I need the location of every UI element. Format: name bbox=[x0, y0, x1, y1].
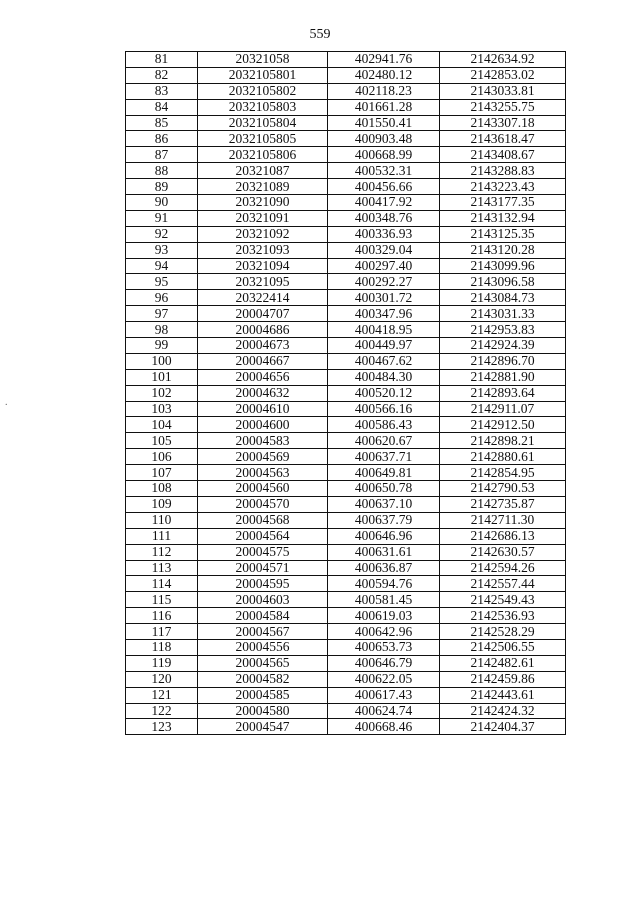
coordinates-table-body bbox=[126, 52, 566, 735]
table-row bbox=[126, 639, 566, 655]
x-coordinate-cell: 400417.92 bbox=[328, 195, 440, 211]
row-number-cell: 123 bbox=[126, 719, 198, 735]
y-coordinate-cell: 2143288.83 bbox=[440, 163, 566, 179]
y-coordinate-cell: 2142686.13 bbox=[440, 528, 566, 544]
table-row bbox=[126, 417, 566, 433]
x-coordinate-cell: 402118.23 bbox=[328, 83, 440, 99]
x-coordinate-cell: 400622.05 bbox=[328, 671, 440, 687]
table-row bbox=[126, 52, 566, 68]
point-id-cell: 20004686 bbox=[198, 322, 328, 338]
row-number-cell: 120 bbox=[126, 671, 198, 687]
point-id-cell: 20004582 bbox=[198, 671, 328, 687]
point-id-cell: 20321058 bbox=[198, 52, 328, 68]
row-number-cell: 104 bbox=[126, 417, 198, 433]
row-number-cell: 106 bbox=[126, 449, 198, 465]
table-row bbox=[126, 242, 566, 258]
x-coordinate-cell: 400646.79 bbox=[328, 655, 440, 671]
point-id-cell: 20321095 bbox=[198, 274, 328, 290]
point-id-cell: 2032105806 bbox=[198, 147, 328, 163]
table-row bbox=[126, 560, 566, 576]
row-number-cell: 111 bbox=[126, 528, 198, 544]
table-row bbox=[126, 290, 566, 306]
point-id-cell: 20004569 bbox=[198, 449, 328, 465]
row-number-cell: 107 bbox=[126, 465, 198, 481]
row-number-cell: 89 bbox=[126, 179, 198, 195]
x-coordinate-cell: 400418.95 bbox=[328, 322, 440, 338]
x-coordinate-cell: 400347.96 bbox=[328, 306, 440, 322]
table-row bbox=[126, 592, 566, 608]
x-coordinate-cell: 400301.72 bbox=[328, 290, 440, 306]
point-id-cell: 20004547 bbox=[198, 719, 328, 735]
x-coordinate-cell: 400631.61 bbox=[328, 544, 440, 560]
point-id-cell: 20321089 bbox=[198, 179, 328, 195]
table-row bbox=[126, 131, 566, 147]
table-row bbox=[126, 655, 566, 671]
table-row bbox=[126, 481, 566, 497]
margin-mark: . bbox=[5, 397, 8, 408]
row-number-cell: 122 bbox=[126, 703, 198, 719]
x-coordinate-cell: 400668.46 bbox=[328, 719, 440, 735]
row-number-cell: 115 bbox=[126, 592, 198, 608]
x-coordinate-cell: 401661.28 bbox=[328, 99, 440, 115]
y-coordinate-cell: 2142634.92 bbox=[440, 52, 566, 68]
x-coordinate-cell: 400637.79 bbox=[328, 512, 440, 528]
row-number-cell: 99 bbox=[126, 338, 198, 354]
y-coordinate-cell: 2143618.47 bbox=[440, 131, 566, 147]
x-coordinate-cell: 400636.87 bbox=[328, 560, 440, 576]
point-id-cell: 20321092 bbox=[198, 226, 328, 242]
x-coordinate-cell: 400348.76 bbox=[328, 210, 440, 226]
y-coordinate-cell: 2142404.37 bbox=[440, 719, 566, 735]
y-coordinate-cell: 2142953.83 bbox=[440, 322, 566, 338]
point-id-cell: 20004567 bbox=[198, 624, 328, 640]
x-coordinate-cell: 400532.31 bbox=[328, 163, 440, 179]
y-coordinate-cell: 2142506.55 bbox=[440, 639, 566, 655]
point-id-cell: 20004575 bbox=[198, 544, 328, 560]
table-row bbox=[126, 147, 566, 163]
table-row bbox=[126, 258, 566, 274]
y-coordinate-cell: 2142536.93 bbox=[440, 608, 566, 624]
row-number-cell: 81 bbox=[126, 52, 198, 68]
table-row bbox=[126, 671, 566, 687]
y-coordinate-cell: 2143033.81 bbox=[440, 83, 566, 99]
table-row bbox=[126, 115, 566, 131]
point-id-cell: 20004564 bbox=[198, 528, 328, 544]
point-id-cell: 20004673 bbox=[198, 338, 328, 354]
x-coordinate-cell: 400297.40 bbox=[328, 258, 440, 274]
x-coordinate-cell: 400668.99 bbox=[328, 147, 440, 163]
x-coordinate-cell: 401550.41 bbox=[328, 115, 440, 131]
point-id-cell: 20004570 bbox=[198, 496, 328, 512]
row-number-cell: 118 bbox=[126, 639, 198, 655]
y-coordinate-cell: 2143307.18 bbox=[440, 115, 566, 131]
y-coordinate-cell: 2142880.61 bbox=[440, 449, 566, 465]
x-coordinate-cell: 400456.66 bbox=[328, 179, 440, 195]
row-number-cell: 82 bbox=[126, 67, 198, 83]
row-number-cell: 84 bbox=[126, 99, 198, 115]
row-number-cell: 121 bbox=[126, 687, 198, 703]
x-coordinate-cell: 400653.73 bbox=[328, 639, 440, 655]
y-coordinate-cell: 2142482.61 bbox=[440, 655, 566, 671]
table-row bbox=[126, 449, 566, 465]
point-id-cell: 20004584 bbox=[198, 608, 328, 624]
row-number-cell: 97 bbox=[126, 306, 198, 322]
point-id-cell: 20321090 bbox=[198, 195, 328, 211]
table-row bbox=[126, 544, 566, 560]
y-coordinate-cell: 2142893.64 bbox=[440, 385, 566, 401]
table-row bbox=[126, 226, 566, 242]
y-coordinate-cell: 2143084.73 bbox=[440, 290, 566, 306]
table-row bbox=[126, 496, 566, 512]
y-coordinate-cell: 2142911.07 bbox=[440, 401, 566, 417]
y-coordinate-cell: 2143096.58 bbox=[440, 274, 566, 290]
y-coordinate-cell: 2143132.94 bbox=[440, 210, 566, 226]
table-row bbox=[126, 353, 566, 369]
table-row bbox=[126, 274, 566, 290]
y-coordinate-cell: 2142557.44 bbox=[440, 576, 566, 592]
point-id-cell: 20004571 bbox=[198, 560, 328, 576]
x-coordinate-cell: 400619.03 bbox=[328, 608, 440, 624]
y-coordinate-cell: 2143223.43 bbox=[440, 179, 566, 195]
point-id-cell: 20321094 bbox=[198, 258, 328, 274]
x-coordinate-cell: 400566.16 bbox=[328, 401, 440, 417]
page-number: 559 bbox=[309, 27, 331, 42]
table-row bbox=[126, 369, 566, 385]
x-coordinate-cell: 400637.10 bbox=[328, 496, 440, 512]
x-coordinate-cell: 400637.71 bbox=[328, 449, 440, 465]
point-id-cell: 20322414 bbox=[198, 290, 328, 306]
point-id-cell: 20004580 bbox=[198, 703, 328, 719]
point-id-cell: 20321093 bbox=[198, 242, 328, 258]
y-coordinate-cell: 2142896.70 bbox=[440, 353, 566, 369]
row-number-cell: 86 bbox=[126, 131, 198, 147]
row-number-cell: 91 bbox=[126, 210, 198, 226]
x-coordinate-cell: 400624.74 bbox=[328, 703, 440, 719]
row-number-cell: 109 bbox=[126, 496, 198, 512]
y-coordinate-cell: 2143031.33 bbox=[440, 306, 566, 322]
point-id-cell: 20004600 bbox=[198, 417, 328, 433]
x-coordinate-cell: 400903.48 bbox=[328, 131, 440, 147]
y-coordinate-cell: 2142853.02 bbox=[440, 67, 566, 83]
y-coordinate-cell: 2142854.95 bbox=[440, 465, 566, 481]
x-coordinate-cell: 400594.76 bbox=[328, 576, 440, 592]
point-id-cell: 2032105801 bbox=[198, 67, 328, 83]
table-row bbox=[126, 433, 566, 449]
row-number-cell: 116 bbox=[126, 608, 198, 624]
table-row bbox=[126, 306, 566, 322]
x-coordinate-cell: 400581.45 bbox=[328, 592, 440, 608]
row-number-cell: 110 bbox=[126, 512, 198, 528]
x-coordinate-cell: 402480.12 bbox=[328, 67, 440, 83]
point-id-cell: 20004556 bbox=[198, 639, 328, 655]
y-coordinate-cell: 2143255.75 bbox=[440, 99, 566, 115]
row-number-cell: 117 bbox=[126, 624, 198, 640]
x-coordinate-cell: 400292.27 bbox=[328, 274, 440, 290]
point-id-cell: 20321087 bbox=[198, 163, 328, 179]
table-row bbox=[126, 210, 566, 226]
y-coordinate-cell: 2143099.96 bbox=[440, 258, 566, 274]
y-coordinate-cell: 2143125.35 bbox=[440, 226, 566, 242]
row-number-cell: 102 bbox=[126, 385, 198, 401]
x-coordinate-cell: 400449.97 bbox=[328, 338, 440, 354]
table-row bbox=[126, 83, 566, 99]
row-number-cell: 113 bbox=[126, 560, 198, 576]
y-coordinate-cell: 2142549.43 bbox=[440, 592, 566, 608]
y-coordinate-cell: 2142735.87 bbox=[440, 496, 566, 512]
x-coordinate-cell: 400586.43 bbox=[328, 417, 440, 433]
row-number-cell: 96 bbox=[126, 290, 198, 306]
point-id-cell: 20004667 bbox=[198, 353, 328, 369]
row-number-cell: 103 bbox=[126, 401, 198, 417]
row-number-cell: 100 bbox=[126, 353, 198, 369]
y-coordinate-cell: 2143120.28 bbox=[440, 242, 566, 258]
x-coordinate-cell: 400520.12 bbox=[328, 385, 440, 401]
x-coordinate-cell: 400642.96 bbox=[328, 624, 440, 640]
point-id-cell: 2032105805 bbox=[198, 131, 328, 147]
row-number-cell: 112 bbox=[126, 544, 198, 560]
row-number-cell: 114 bbox=[126, 576, 198, 592]
point-id-cell: 20004610 bbox=[198, 401, 328, 417]
y-coordinate-cell: 2142881.90 bbox=[440, 369, 566, 385]
x-coordinate-cell: 400649.81 bbox=[328, 465, 440, 481]
row-number-cell: 83 bbox=[126, 83, 198, 99]
row-number-cell: 101 bbox=[126, 369, 198, 385]
row-number-cell: 93 bbox=[126, 242, 198, 258]
x-coordinate-cell: 400484.30 bbox=[328, 369, 440, 385]
table-row bbox=[126, 687, 566, 703]
table-row bbox=[126, 67, 566, 83]
point-id-cell: 20004563 bbox=[198, 465, 328, 481]
row-number-cell: 88 bbox=[126, 163, 198, 179]
x-coordinate-cell: 402941.76 bbox=[328, 52, 440, 68]
row-number-cell: 95 bbox=[126, 274, 198, 290]
y-coordinate-cell: 2142711.30 bbox=[440, 512, 566, 528]
row-number-cell: 98 bbox=[126, 322, 198, 338]
x-coordinate-cell: 400329.04 bbox=[328, 242, 440, 258]
point-id-cell: 20004603 bbox=[198, 592, 328, 608]
y-coordinate-cell: 2142898.21 bbox=[440, 433, 566, 449]
x-coordinate-cell: 400617.43 bbox=[328, 687, 440, 703]
y-coordinate-cell: 2142790.53 bbox=[440, 481, 566, 497]
y-coordinate-cell: 2142912.50 bbox=[440, 417, 566, 433]
y-coordinate-cell: 2143408.67 bbox=[440, 147, 566, 163]
row-number-cell: 105 bbox=[126, 433, 198, 449]
table-row bbox=[126, 338, 566, 354]
point-id-cell: 2032105802 bbox=[198, 83, 328, 99]
row-number-cell: 92 bbox=[126, 226, 198, 242]
point-id-cell: 20004632 bbox=[198, 385, 328, 401]
point-id-cell: 20004568 bbox=[198, 512, 328, 528]
table-row bbox=[126, 528, 566, 544]
table-row bbox=[126, 608, 566, 624]
y-coordinate-cell: 2142528.29 bbox=[440, 624, 566, 640]
table-row bbox=[126, 512, 566, 528]
x-coordinate-cell: 400467.62 bbox=[328, 353, 440, 369]
table-row bbox=[126, 401, 566, 417]
table-row bbox=[126, 163, 566, 179]
table-row bbox=[126, 385, 566, 401]
x-coordinate-cell: 400620.67 bbox=[328, 433, 440, 449]
x-coordinate-cell: 400646.96 bbox=[328, 528, 440, 544]
table-row bbox=[126, 624, 566, 640]
row-number-cell: 108 bbox=[126, 481, 198, 497]
y-coordinate-cell: 2142459.86 bbox=[440, 671, 566, 687]
coordinates-table bbox=[125, 51, 566, 735]
row-number-cell: 90 bbox=[126, 195, 198, 211]
row-number-cell: 94 bbox=[126, 258, 198, 274]
table-row bbox=[126, 465, 566, 481]
point-id-cell: 20321091 bbox=[198, 210, 328, 226]
row-number-cell: 87 bbox=[126, 147, 198, 163]
y-coordinate-cell: 2142424.32 bbox=[440, 703, 566, 719]
y-coordinate-cell: 2143177.35 bbox=[440, 195, 566, 211]
point-id-cell: 20004707 bbox=[198, 306, 328, 322]
table-row bbox=[126, 576, 566, 592]
x-coordinate-cell: 400650.78 bbox=[328, 481, 440, 497]
table-row bbox=[126, 179, 566, 195]
point-id-cell: 20004656 bbox=[198, 369, 328, 385]
y-coordinate-cell: 2142630.57 bbox=[440, 544, 566, 560]
point-id-cell: 20004595 bbox=[198, 576, 328, 592]
row-number-cell: 119 bbox=[126, 655, 198, 671]
table-row bbox=[126, 703, 566, 719]
table-row bbox=[126, 719, 566, 735]
table-row bbox=[126, 195, 566, 211]
table-row bbox=[126, 99, 566, 115]
table-row bbox=[126, 322, 566, 338]
point-id-cell: 20004585 bbox=[198, 687, 328, 703]
point-id-cell: 20004565 bbox=[198, 655, 328, 671]
point-id-cell: 20004583 bbox=[198, 433, 328, 449]
point-id-cell: 2032105803 bbox=[198, 99, 328, 115]
y-coordinate-cell: 2142924.39 bbox=[440, 338, 566, 354]
y-coordinate-cell: 2142443.61 bbox=[440, 687, 566, 703]
point-id-cell: 20004560 bbox=[198, 481, 328, 497]
row-number-cell: 85 bbox=[126, 115, 198, 131]
point-id-cell: 2032105804 bbox=[198, 115, 328, 131]
x-coordinate-cell: 400336.93 bbox=[328, 226, 440, 242]
y-coordinate-cell: 2142594.26 bbox=[440, 560, 566, 576]
